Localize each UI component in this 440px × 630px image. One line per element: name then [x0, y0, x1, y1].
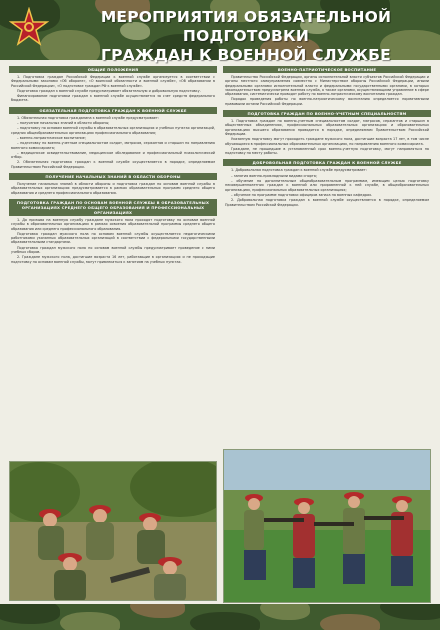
section-voluntary-training: [223, 159, 431, 206]
paragraph: Подготовка граждан мужского пола по основам военной службы осуществляется педагогическими работниками указанных образовательных организаций в соответствии с федеральными государственными образовательными стандартами.: [11, 231, 215, 245]
section-body: [9, 216, 217, 264]
paragraph: 1. Добровольная подготовка граждан к военной службе предусматривает:: [231, 168, 367, 173]
page-title: [60, 8, 432, 65]
section-body: [9, 180, 217, 195]
section-heading: ПОДГОТОВКА ГРАЖДАН ПО ВОЕННО-УЧЕТНЫМ СПЕЦИАЛЬНОСТЯМ: [223, 110, 431, 117]
section-body: [9, 73, 217, 103]
page-title-line-2: ГРАЖДАН К ВОЕННОЙ СЛУЖБЕ: [101, 46, 391, 64]
russian-army-star-emblem-icon: [9, 7, 49, 51]
section-heading: ДОБРОВОЛЬНАЯ ПОДГОТОВКА ГРАЖДАН К ВОЕННОЙ СЛУЖБЕ: [223, 159, 431, 166]
paragraph: Граждане, не прошедшие в установленный срок военно-учетную подготовку, могут направляться на подготовку по месту работы.: [225, 146, 429, 156]
section-body: [223, 73, 431, 106]
paragraph: Получение начальных знаний в области обороны и подготовка граждан по основам военной службы в образовательных организациях предусматривается в рамках образовательных программ среднего общего образования и среднего профессионального образования.: [11, 182, 215, 195]
left-column: [9, 66, 217, 268]
paragraph: – получение начальных знаний в области обороны;: [17, 121, 110, 126]
paragraph: – обучение по дополнительным общеобразовательным программам, имеющим целью подготовку несовершеннолетних граждан к военной или приравненной к ней службе, в общеобразовательных организациях, профессиональных образовательных организациях;: [225, 179, 429, 192]
section-heading: ОБЩИЕ ПОЛОЖЕНИЯ: [9, 66, 217, 73]
section-military-basics-in-schools: [9, 199, 217, 264]
paragraph: 1. Обязательная подготовка гражданина к военной службе предусматривает:: [17, 115, 159, 120]
paragraph: Подготовка граждан к военной службе предусматривает обязательную и добровольную подготовку.: [17, 88, 201, 93]
cadets-rifle-drill-illustration: [224, 450, 431, 603]
paragraph: – военно-патриотическое воспитание;: [17, 135, 86, 140]
section-body: [223, 166, 431, 206]
paragraph: 1. До призыва на военную службу граждане мужского пола проходят подготовку по основам военной службы в образовательных организациях в рамках освоения образовательной программы среднего общего образования или среднего профессионального образования.: [11, 217, 215, 231]
section-heading: ВОЕННО-ПАТРИОТИЧЕСКОЕ ВОСПИТАНИЕ: [223, 66, 431, 73]
section-body: [9, 114, 217, 169]
paragraph: 2. Добровольная подготовка граждан к военной службе осуществляется в порядке, определяемом Правительством Российской Федерации.: [225, 198, 429, 207]
section-patriotic-education: [223, 66, 431, 106]
cadets-rifle-drill-photo: [223, 449, 431, 603]
section-general-provisions: [9, 66, 217, 103]
cadets-field-training-illustration: [10, 462, 217, 601]
paragraph: Порядок проведения работы по военно-патриотическому воспитанию определяется нормативными правовыми актами Российской Федерации.: [225, 97, 429, 106]
section-military-specialties: [223, 110, 431, 155]
paragraph: Правительство Российской Федерации, органы исполнительной власти субъектов Российской Федерации и органы местного самоуправления совместно с Министерством обороны Российской Федерации, иными федеральными органами исполнительной власти и федеральными государственными органами, в которых законодательством предусмотрена военная служба, а также органами, осуществляющими управление в сфере образования, систематически проводят работу по военно-патриотическому воспитанию граждан.: [225, 75, 429, 97]
paragraph: Финансирование подготовки граждан к военной службе осуществляется за счет средств федерального бюджета.: [11, 94, 215, 103]
section-heading: ОБЯЗАТЕЛЬНАЯ ПОДГОТОВКА ГРАЖДАН К ВОЕННОЙ СЛУЖБЕ: [9, 107, 217, 114]
section-heading: ПОДГОТОВКА ГРАЖДАН ПО ОСНОВАМ ВОЕННОЙ СЛУЖБЫ В ОБРАЗОВАТЕЛЬНЫХ ОРГАНИЗАЦИЯХ СРЕДНЕГО ОБЩЕГО ОБРАЗОВАНИЯ И ПРОФЕССИОНАЛЬНЫХ ОРГАНИЗАЦИЯХ: [9, 199, 217, 216]
paragraph: – подготовку по военно-учетным специальностям солдат, матросов, сержантов и старшин по направлению военного комиссариата;: [11, 141, 215, 150]
page-title-line-1: МЕРОПРИЯТИЯ ОБЯЗАТЕЛЬНОЙ ПОДГОТОВКИ: [100, 8, 392, 45]
cadets-field-training-photo: [9, 461, 217, 601]
paragraph: Указанную подготовку могут проходить граждане мужского пола, достигшие возраста 17 лет, в том числе обучающиеся в профессиональных образовательных организациях, по направлению военного комиссариата.: [225, 137, 429, 146]
cadet-figure: [154, 557, 186, 601]
paragraph: – обучение по программе подготовки офицеров запаса на военных кафедрах.: [231, 192, 373, 197]
paragraph: – медицинское освидетельствование, медицинское обследование и профессиональный психологический отбор.: [11, 150, 215, 160]
paragraph: – занятия военно-прикладными видами спорта;: [231, 173, 318, 178]
section-body: [223, 117, 431, 155]
paragraph: 2. Обязательная подготовка граждан к военной службе осуществляется в порядке, определяемом Правительством Российской Федерации.: [11, 160, 215, 169]
paragraph: – подготовку по основам военной службы в образовательных организациях и учебных пунктах организаций, средних общеобразовательных организациях профессионального образования;: [11, 126, 215, 135]
paragraph: 1. Подготовка граждан по военно-учетным специальностям солдат, матросов, сержантов и старшин в общественных объединениях, профессиональных образовательных организациях и образовательных организациях высшего образования проводится в порядке, определяемом Правительством Российской Федерации.: [225, 119, 429, 136]
section-heading: ПОЛУЧЕНИЕ НАЧАЛЬНЫХ ЗНАНИЙ В ОБЛАСТИ ОБОРОНЫ: [9, 173, 217, 180]
section-defense-basics: [9, 173, 217, 195]
paragraph: 2. Граждане мужского пола, достигшие возраста 16 лет, работающие в организациях и не проходящие подготовку по основам военной службы, могут привлекаться к занятиям на учебных пунктах.: [11, 255, 215, 264]
section-mandatory-training: [9, 107, 217, 169]
paragraph: Подготовка граждан мужского пола по основам военной службы предусматривает проведение с ними учебных сборов.: [11, 245, 215, 255]
paragraph: 1. Подготовка граждан Российской Федерации к военной службе организуется в соответствии с Федеральными законами «Об обороне», «О воинской обязанности и военной службе», «Об образовании в Российской Федерации», «О подготовке граждан РФ к военной службе».: [11, 75, 215, 88]
right-column: [223, 66, 431, 211]
footer-camouflage-band: [0, 604, 440, 630]
